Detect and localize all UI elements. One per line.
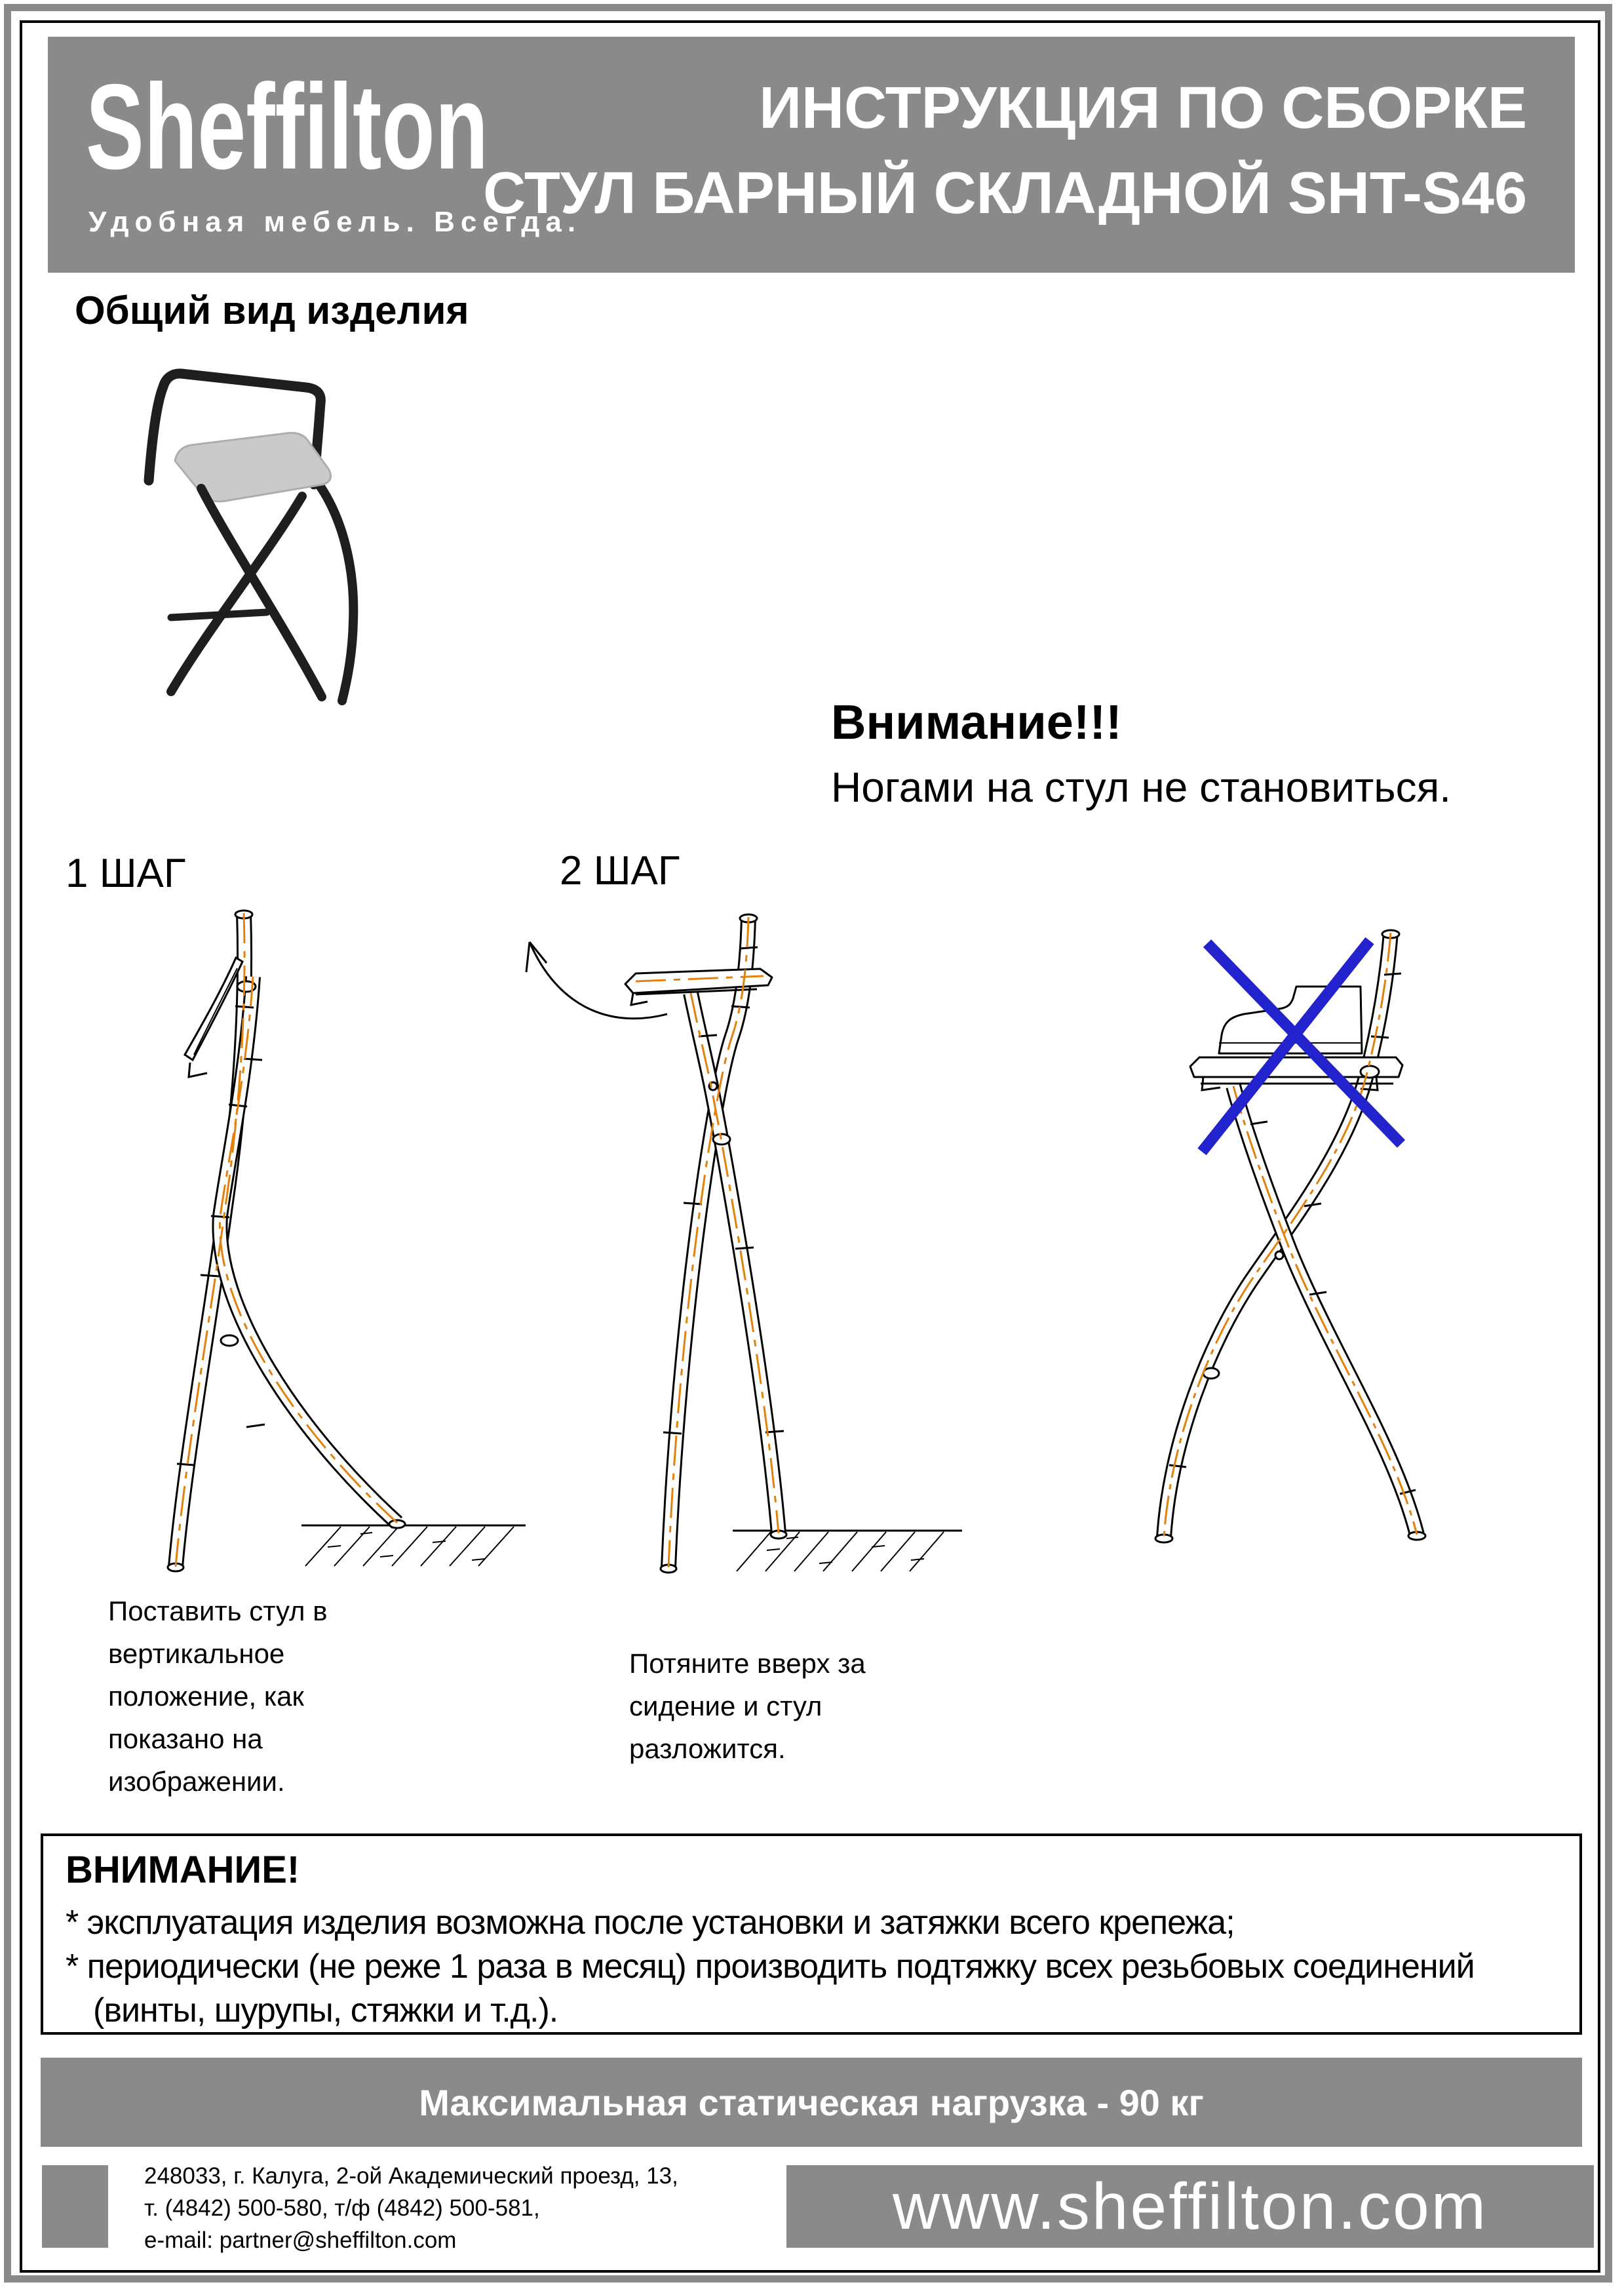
unfolding-stool-tubes [625,914,786,1573]
website-url: www.sheffilton.com [892,2169,1488,2243]
address-line1: 248033, г. Калуга, 2-ой Академический проезд, 13, [144,2163,678,2189]
step1-label: 1 ШАГ [66,851,186,896]
address-line2: т. (4842) 500-580, т/ф (4842) 500-581, [144,2195,540,2221]
logo-tagline: Удобная мебель. Всегда. [88,206,582,238]
warning-box-title: ВНИМАНИЕ! [66,1849,300,1891]
stool-front-leg-left [201,488,322,697]
max-load-bar [41,2058,1582,2147]
document-title [483,66,1527,236]
company-address [144,2160,678,2256]
step2-caption: Потяните вверх за сидение и стул разложится. [629,1648,866,1764]
footer-gray-square [42,2165,108,2248]
folded-stool-tubes [168,911,405,1571]
stool-front-leg-right [171,496,302,692]
warning-item: * эксплуатация изделия возможна после установки и затяжки всего крепежа; [66,1904,1235,1942]
step2-label: 2 ШАГ [560,848,680,893]
title-line2: СТУЛ БАРНЫЙ СКЛАДНОЙ SHT-S46 [483,161,1527,226]
ground-hatch [733,1531,962,1571]
step1-caption: Поставить стул в вертикальное положение, как показано на изображении. [108,1596,328,1797]
max-load-text: Максимальная статическая нагрузка - 90 кг [419,2081,1204,2123]
warning-box [41,1833,1582,2035]
tube-centerlines [636,917,779,1567]
overview-stool-image [98,331,406,711]
title-line1: ИНСТРУКЦИЯ ПО СБОРКЕ [759,75,1527,141]
folded-seat [185,958,242,1060]
warning-item: * периодически (не реже 1 раза в месяц) производить подтяжку всех резьбовых соединений (винты, шурупы, стяжки и т.д.). [66,1948,1475,2029]
ground-hatch [301,1525,526,1566]
attention-note-text: Ногами на стул не становиться. [831,764,1452,811]
document-frame [20,20,1600,2273]
sheffilton-logo: Sheffilton [86,60,489,195]
address-line3: e-mail: partner@sheffilton.com [144,2227,457,2253]
step1-illustration [164,908,531,1577]
header-band [48,37,1575,273]
stool-footrest [171,612,267,617]
attention-note [831,695,1452,811]
step2-illustration [505,908,963,1577]
attention-note-title: Внимание!!! [831,695,1122,749]
stool-rear-leg [315,479,353,701]
website-banner [786,2165,1594,2248]
overview-heading: Общий вид изделия [75,288,469,332]
no-standing-illustration [1140,914,1540,1563]
